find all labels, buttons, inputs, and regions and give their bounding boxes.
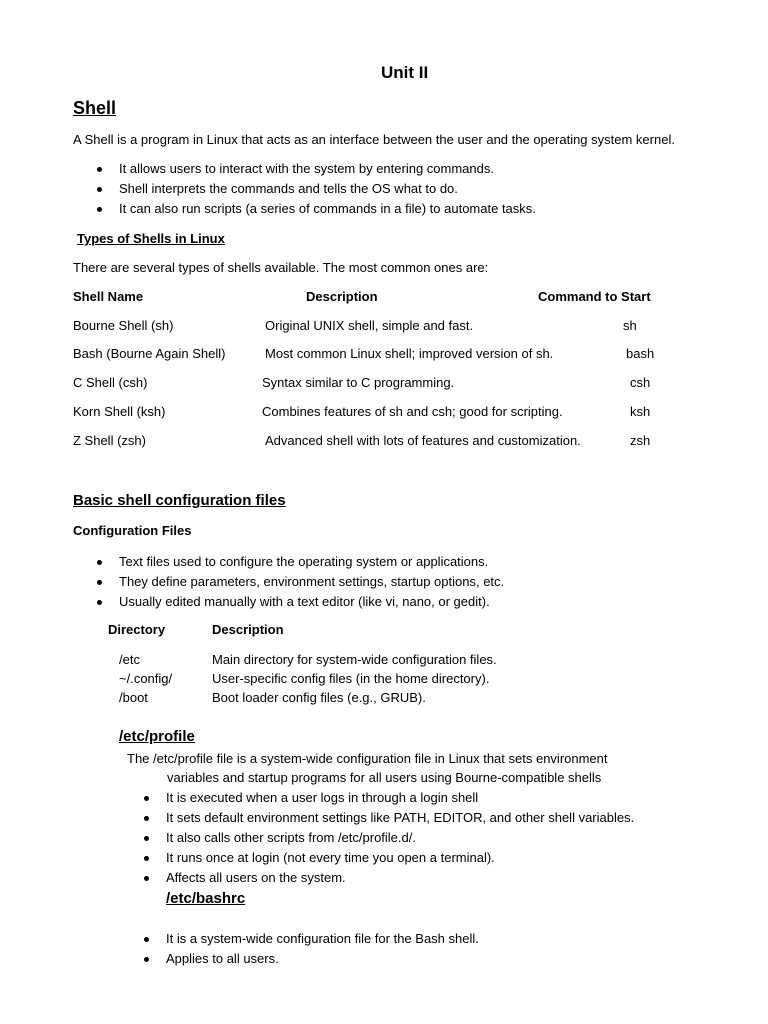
table-cell-command: zsh [630, 433, 651, 448]
types-intro: There are several types of shells available. The most common ones are: [73, 260, 489, 275]
table-cell-shell: C Shell (csh) [73, 375, 148, 390]
column-header-shell-name: Shell Name [73, 289, 144, 304]
list-item: It is executed when a user logs in through a login shell [166, 790, 479, 805]
table-cell-shell: Z Shell (zsh) [73, 433, 146, 448]
list-item: It runs once at login (not every time you open a terminal). [166, 850, 495, 865]
bullet-icon [97, 167, 102, 172]
profile-intro-line-2: variables and startup programs for all users using Bourne-compatible shells [167, 770, 602, 785]
table-cell-command: bash [626, 346, 655, 361]
table-cell-description: Original UNIX shell, simple and fast. [265, 318, 474, 333]
bullet-icon [144, 796, 149, 801]
bullet-icon [144, 816, 149, 821]
page-title: Unit II [381, 63, 429, 82]
table-cell-description: Syntax similar to C programming. [262, 375, 455, 390]
profile-intro-line-1: The /etc/profile file is a system-wide configuration file in Linux that sets environment [127, 751, 608, 766]
list-item: Affects all users on the system. [166, 870, 346, 885]
table-cell-description: Main directory for system-wide configuration files. [212, 652, 497, 667]
config-heading: Basic shell configuration files [73, 492, 286, 509]
table-cell-directory: /etc [119, 652, 140, 667]
list-item: Shell interprets the commands and tells the OS what to do. [119, 181, 458, 196]
shell-intro: A Shell is a program in Linux that acts as an interface between the user and the operating system kernel. [73, 132, 675, 147]
shell-heading: Shell [73, 98, 117, 118]
list-item: It also calls other scripts from /etc/profile.d/. [166, 830, 416, 845]
column-header-directory: Directory [108, 622, 166, 637]
table-cell-description: Most common Linux shell; improved version of sh. [265, 346, 554, 361]
table-cell-shell: Bourne Shell (sh) [73, 318, 174, 333]
list-item: It sets default environment settings like PATH, EDITOR, and other shell variables. [166, 810, 635, 825]
list-item: They define parameters, environment settings, startup options, etc. [119, 574, 505, 589]
bullet-icon [97, 187, 102, 192]
list-item: Text files used to configure the operating system or applications. [119, 554, 489, 569]
bullet-icon [144, 876, 149, 881]
table-cell-description: Advanced shell with lots of features and customization. [265, 433, 581, 448]
table-cell-directory: /boot [119, 690, 148, 705]
bullet-icon [144, 957, 149, 962]
list-item: Usually edited manually with a text editor (like vi, nano, or gedit). [119, 594, 490, 609]
bullet-icon [144, 836, 149, 841]
bullet-icon [144, 937, 149, 942]
table-cell-shell: Korn Shell (ksh) [73, 404, 166, 419]
column-header-command: Command to Start [538, 289, 651, 304]
table-cell-command: ksh [630, 404, 651, 419]
bullet-icon [97, 580, 102, 585]
column-header-description: Description [306, 289, 378, 304]
table-cell-command: csh [630, 375, 651, 390]
types-heading: Types of Shells in Linux [77, 231, 225, 246]
table-cell-description: Combines features of sh and csh; good for scripting. [262, 404, 563, 419]
bullet-icon [97, 207, 102, 212]
list-item: Applies to all users. [166, 951, 279, 966]
bashrc-heading: /etc/bashrc [166, 890, 246, 907]
list-item: It is a system-wide configuration file for the Bash shell. [166, 931, 479, 946]
table-cell-description: User-specific config files (in the home directory). [212, 671, 490, 686]
list-item: It can also run scripts (a series of commands in a file) to automate tasks. [119, 201, 536, 216]
list-item: It allows users to interact with the system by entering commands. [119, 161, 494, 176]
bullet-icon [97, 560, 102, 565]
profile-heading: /etc/profile [119, 728, 195, 745]
bullet-icon [144, 856, 149, 861]
config-subheading: Configuration Files [73, 523, 192, 538]
bullet-icon [97, 600, 102, 605]
table-cell-description: Boot loader config files (e.g., GRUB). [212, 690, 426, 705]
table-cell-directory: ~/.config/ [119, 671, 173, 686]
table-cell-shell: Bash (Bourne Again Shell) [73, 346, 226, 361]
table-cell-command: sh [623, 318, 637, 333]
column-header-description: Description [212, 622, 284, 637]
